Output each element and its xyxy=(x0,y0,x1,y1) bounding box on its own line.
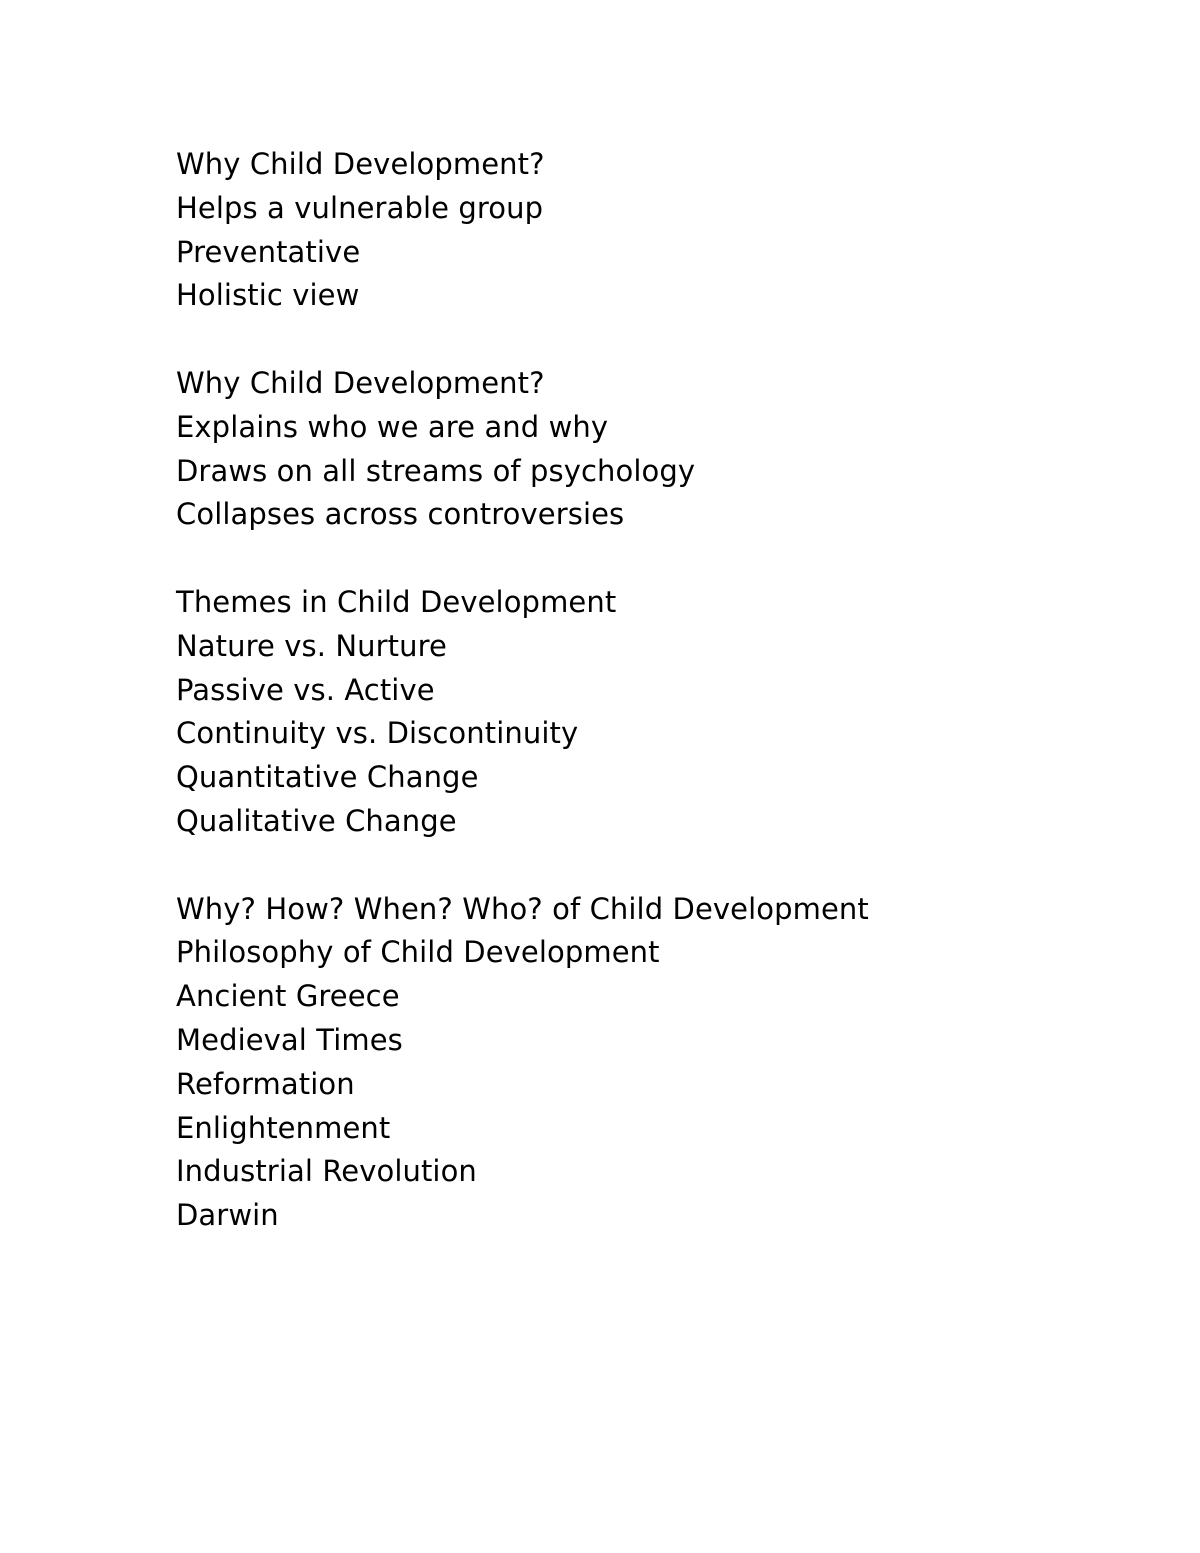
text-line: Quantitative Change xyxy=(176,760,479,795)
text-line: Continuity vs. Discontinuity xyxy=(176,716,579,751)
text-line: Darwin xyxy=(176,1198,279,1233)
section-history xyxy=(176,888,1076,1238)
section-heading: Why Child Development? xyxy=(176,365,545,400)
text-line: Preventative xyxy=(176,234,361,269)
section-heading: Why Child Development? xyxy=(176,147,545,181)
text-line: Draws on all streams of psychology xyxy=(176,453,696,488)
section-why-child-development-1 xyxy=(176,143,1076,318)
section-themes xyxy=(176,581,1076,844)
text-line: Explains who we are and why xyxy=(176,409,609,444)
document-text xyxy=(176,143,1076,1282)
text-line: Ancient Greece xyxy=(176,979,400,1014)
text-line: Qualitative Change xyxy=(176,803,457,838)
text-line: Reformation xyxy=(176,1066,355,1101)
section-heading: Themes in Child Development xyxy=(176,584,617,619)
text-line: Helps a vulnerable group xyxy=(176,190,544,225)
text-line: Industrial Revolution xyxy=(176,1154,477,1189)
section-why-child-development-2 xyxy=(176,362,1076,537)
text-line: Holistic view xyxy=(176,278,360,313)
text-line: Enlightenment xyxy=(176,1110,391,1145)
text-line: Nature vs. Nurture xyxy=(176,628,447,663)
text-line: Passive vs. Active xyxy=(176,672,435,707)
text-line: Collapses across controversies xyxy=(176,497,625,532)
text-line: Medieval Times xyxy=(176,1022,403,1057)
section-heading: Why? How? When? Who? of Child Development xyxy=(176,891,869,926)
text-line: Philosophy of Child Development xyxy=(176,935,660,970)
